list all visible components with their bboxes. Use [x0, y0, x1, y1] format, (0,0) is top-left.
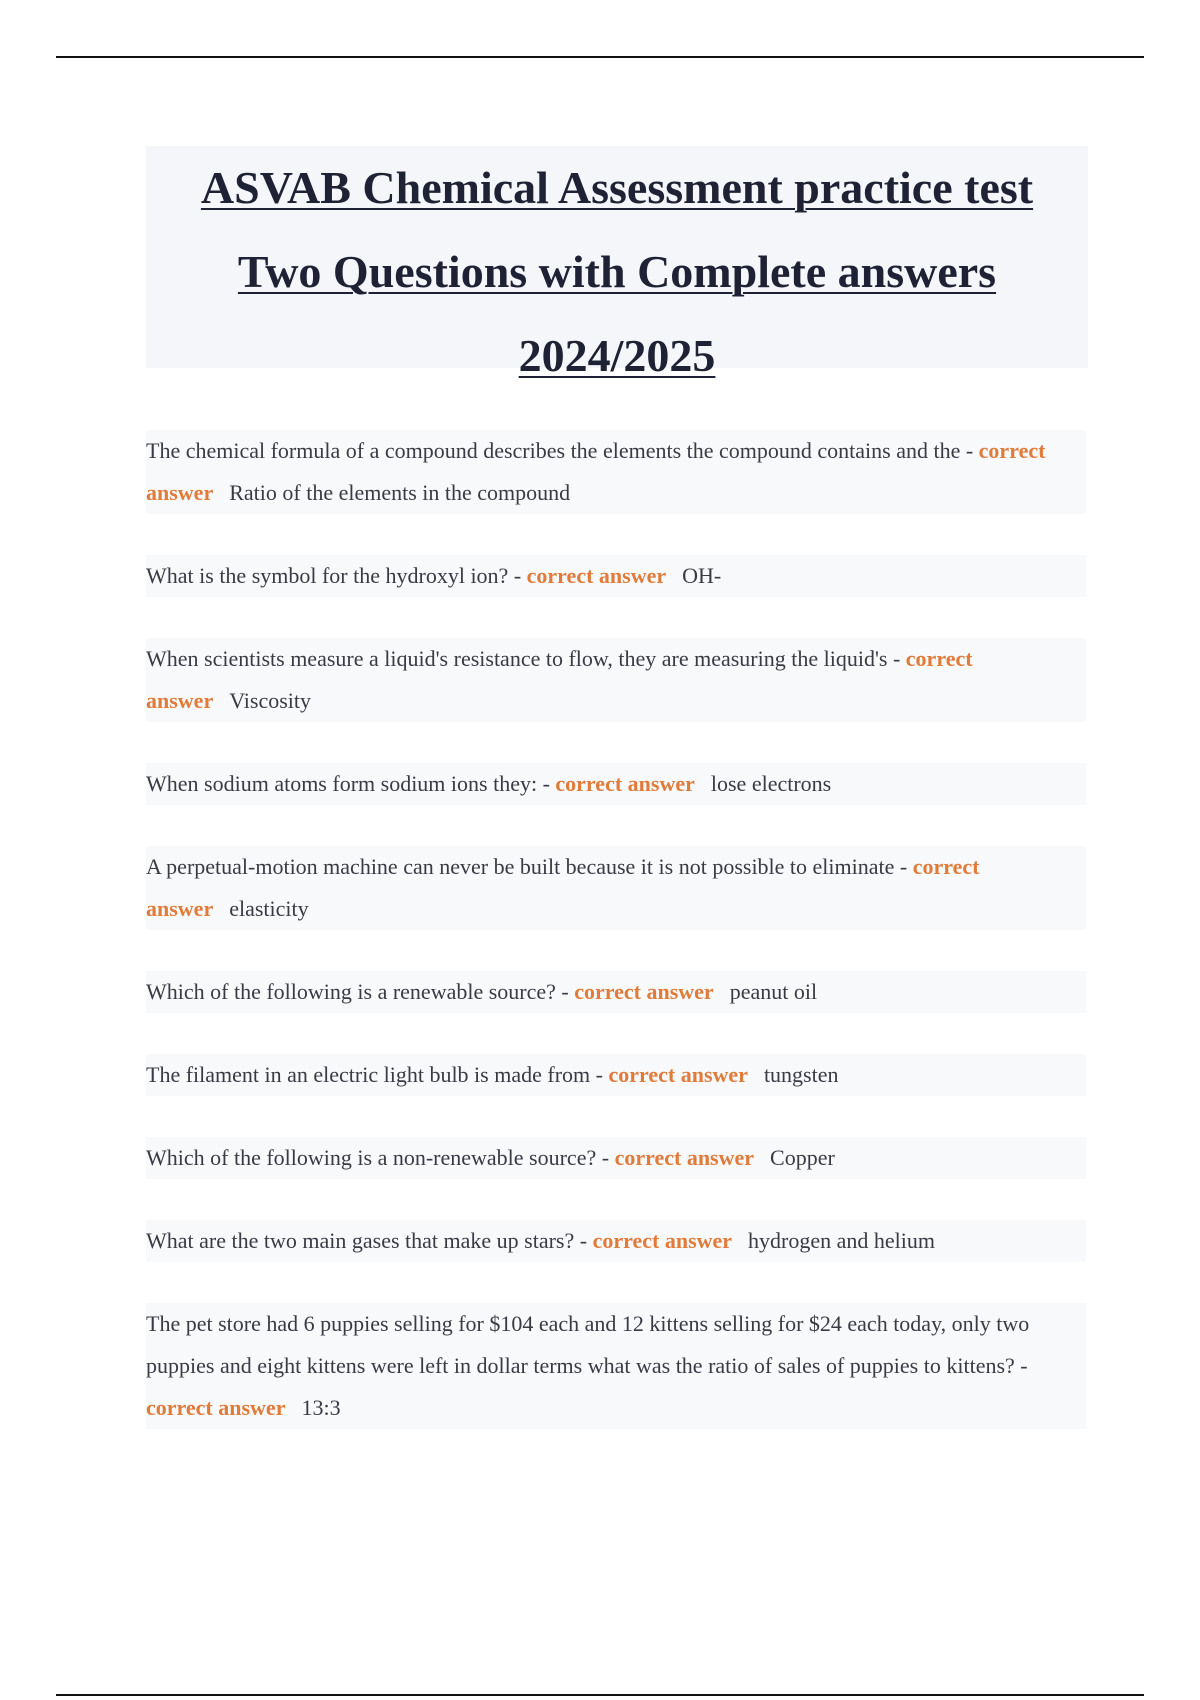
question-text: What are the two main gases that make up stars? - — [146, 1228, 588, 1253]
answer-text: lose electrons — [710, 771, 832, 796]
answer-text: OH- — [682, 563, 722, 588]
answer-text: Copper — [770, 1145, 835, 1170]
qa-item — [146, 1220, 1086, 1262]
answer-text: Viscosity — [229, 688, 312, 713]
question-text: The chemical formula of a compound describes the elements the compound contains and the - — [146, 438, 974, 463]
correct-answer-label: correct answer — [555, 771, 695, 796]
title-line-3: 2024/2025 — [518, 330, 716, 381]
answer-text: elasticity — [229, 896, 309, 921]
correct-answer-label: correct answer — [146, 854, 980, 921]
correct-answer-label: correct answer — [146, 438, 1046, 505]
correct-answer-label: correct answer — [574, 979, 714, 1004]
correct-answer-label: correct answer — [146, 646, 973, 713]
question-text: A perpetual-motion machine can never be built because it is not possible to eliminate - — [146, 854, 908, 879]
question-text: When sodium atoms form sodium ions they: - — [146, 771, 550, 796]
title-line-1: ASVAB Chemical Assessment practice test — [200, 162, 1034, 213]
question-text: What is the symbol for the hydroxyl ion? - — [146, 563, 522, 588]
answer-text: peanut oil — [729, 979, 818, 1004]
qa-item — [146, 555, 1086, 597]
title-line-2: Two Questions with Complete answers — [237, 246, 997, 297]
answer-text: 13:3 — [301, 1395, 341, 1420]
question-text: The filament in an electric light bulb is made from - — [146, 1062, 603, 1087]
correct-answer-label: correct answer — [592, 1228, 733, 1253]
question-text: Which of the following is a non-renewable source? - — [146, 1145, 610, 1170]
correct-answer-label: correct answer — [608, 1062, 748, 1087]
qa-item — [146, 1303, 1086, 1429]
qa-list — [146, 430, 1086, 1470]
question-text: When scientists measure a liquid's resistance to flow, they are measuring the liquid's - — [146, 646, 901, 671]
qa-item — [146, 1137, 1086, 1179]
qa-item — [146, 430, 1086, 514]
qa-item — [146, 638, 1086, 722]
top-rule — [56, 56, 1144, 58]
correct-answer-label: correct answer — [526, 563, 667, 588]
qa-item — [146, 1054, 1086, 1096]
question-text: Which of the following is a renewable source? - — [146, 979, 569, 1004]
question-text: The pet store had 6 puppies selling for $104 each and 12 kittens selling for $24 each today, only two puppies and eight kittens were left in dollar terms what was the ratio of sales of puppies to kittens? - — [146, 1311, 1030, 1378]
correct-answer-label: correct answer — [614, 1145, 755, 1170]
answer-text: hydrogen and helium — [748, 1228, 936, 1253]
correct-answer-label: correct answer — [146, 1395, 286, 1420]
answer-text: tungsten — [763, 1062, 839, 1087]
qa-item — [146, 846, 1086, 930]
bottom-rule — [56, 1694, 1144, 1696]
qa-item — [146, 971, 1086, 1013]
answer-text: Ratio of the elements in the compound — [229, 480, 571, 505]
qa-item — [146, 763, 1086, 805]
title-block — [146, 146, 1088, 381]
